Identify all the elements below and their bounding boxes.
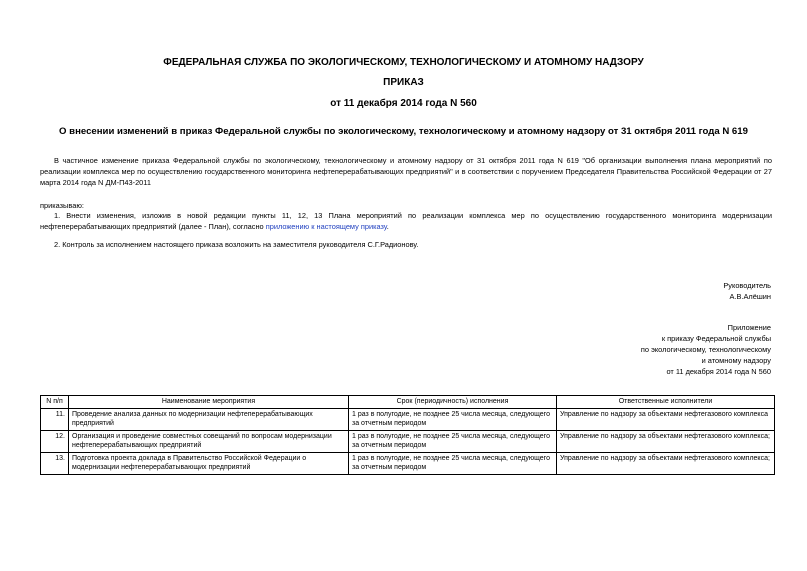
row-name: Проведение анализа данных по модернизации нефтеперерабатывающих предприятий xyxy=(69,408,349,430)
header-responsible: Ответственные исполнители xyxy=(557,396,775,409)
appendix-header xyxy=(641,322,771,377)
order-item-2: 2. Контроль за исполнением настоящего приказа возложить на заместителя руководителя С.Г.Радионову. xyxy=(54,240,419,249)
row-num: 13. xyxy=(41,452,69,474)
table-row xyxy=(41,430,775,452)
plan-table xyxy=(40,395,775,475)
document-type: ПРИКАЗ xyxy=(383,77,424,88)
table-header-row xyxy=(41,396,775,409)
preamble-paragraph: В частичное изменение приказа Федеральной службы по экологическому, технологическому и атомному надзору от 31 октября 2011 года N 619 "Об организации выполнения плана мероприятий по реализации комплекса мер по осуществлению государственного мониторинга нефтеперерабатывающих предприятий" и в соответствии с поручением Председателя Правительства Российской Федерации от 27 марта 2014 года N ДМ-П43-2011 xyxy=(40,156,772,187)
agency-title: ФЕДЕРАЛЬНАЯ СЛУЖБА ПО ЭКОЛОГИЧЕСКОМУ, ТЕХНОЛОГИЧЕСКОМУ И АТОМНОМУ НАДЗОРУ xyxy=(163,57,644,68)
appendix-line-5: от 11 декабря 2014 года N 560 xyxy=(666,367,771,376)
order-item-1-end: . xyxy=(386,222,389,231)
order-word: приказываю: xyxy=(40,201,84,210)
document-date-number: от 11 декабря 2014 года N 560 xyxy=(330,98,477,109)
appendix-line-3: по экологическому, технологическому xyxy=(640,345,771,354)
appendix-link[interactable]: приложению к настоящему приказу xyxy=(265,222,387,231)
table-row xyxy=(41,452,775,474)
row-responsible: Управление по надзору за объектами нефтегазового комплекса; xyxy=(557,430,775,452)
row-responsible: Управление по надзору за объектами нефтегазового комплекса; xyxy=(557,452,775,474)
row-num: 11. xyxy=(41,408,69,430)
appendix-line-4: и атомному надзору xyxy=(701,356,771,365)
header-name: Наименование мероприятия xyxy=(69,396,349,409)
row-name: Организация и проведение совместных совещаний по вопросам модернизации нефтеперерабатывающих предприятий xyxy=(69,430,349,452)
signer-name: А.В.Алёшин xyxy=(729,292,771,301)
row-term: 1 раз в полугодие, не позднее 25 числа месяца, следующего за отчетным периодом xyxy=(349,452,557,474)
table-row xyxy=(41,408,775,430)
row-name: Подготовка проекта доклада в Правительство Российской Федерации о модернизации нефтеперерабатывающих предприятий xyxy=(69,452,349,474)
row-responsible: Управление по надзору за объектами нефтегазового комплекса xyxy=(557,408,775,430)
header-term: Срок (периодичность) исполнения xyxy=(349,396,557,409)
document-subject: О внесении изменений в приказ Федеральной службы по экологическому, технологическому и атомному надзору от 31 октября 2011 года N 619 xyxy=(59,126,748,137)
header-num: N п/п xyxy=(41,396,69,409)
row-num: 12. xyxy=(41,430,69,452)
row-term: 1 раз в полугодие, не позднее 25 числа месяца, следующего за отчетным периодом xyxy=(349,430,557,452)
order-item-1-text: 1. Внести изменения, изложив в новой редакции пункты 11, 12, 13 Плана мероприятий по реализации комплекса мер по осуществлению государственного мониторинга модернизации нефтеперерабатывающих предприятий (далее - План), согласно xyxy=(40,211,772,231)
row-term: 1 раз в полугодие, не позднее 25 числа месяца, следующего за отчетным периодом xyxy=(349,408,557,430)
signer-title: Руководитель xyxy=(723,281,771,290)
signature-block xyxy=(723,280,771,302)
order-item-1 xyxy=(40,210,772,232)
appendix-line-1: Приложение xyxy=(727,323,771,332)
appendix-line-2: к приказу Федеральной службы xyxy=(661,334,771,343)
